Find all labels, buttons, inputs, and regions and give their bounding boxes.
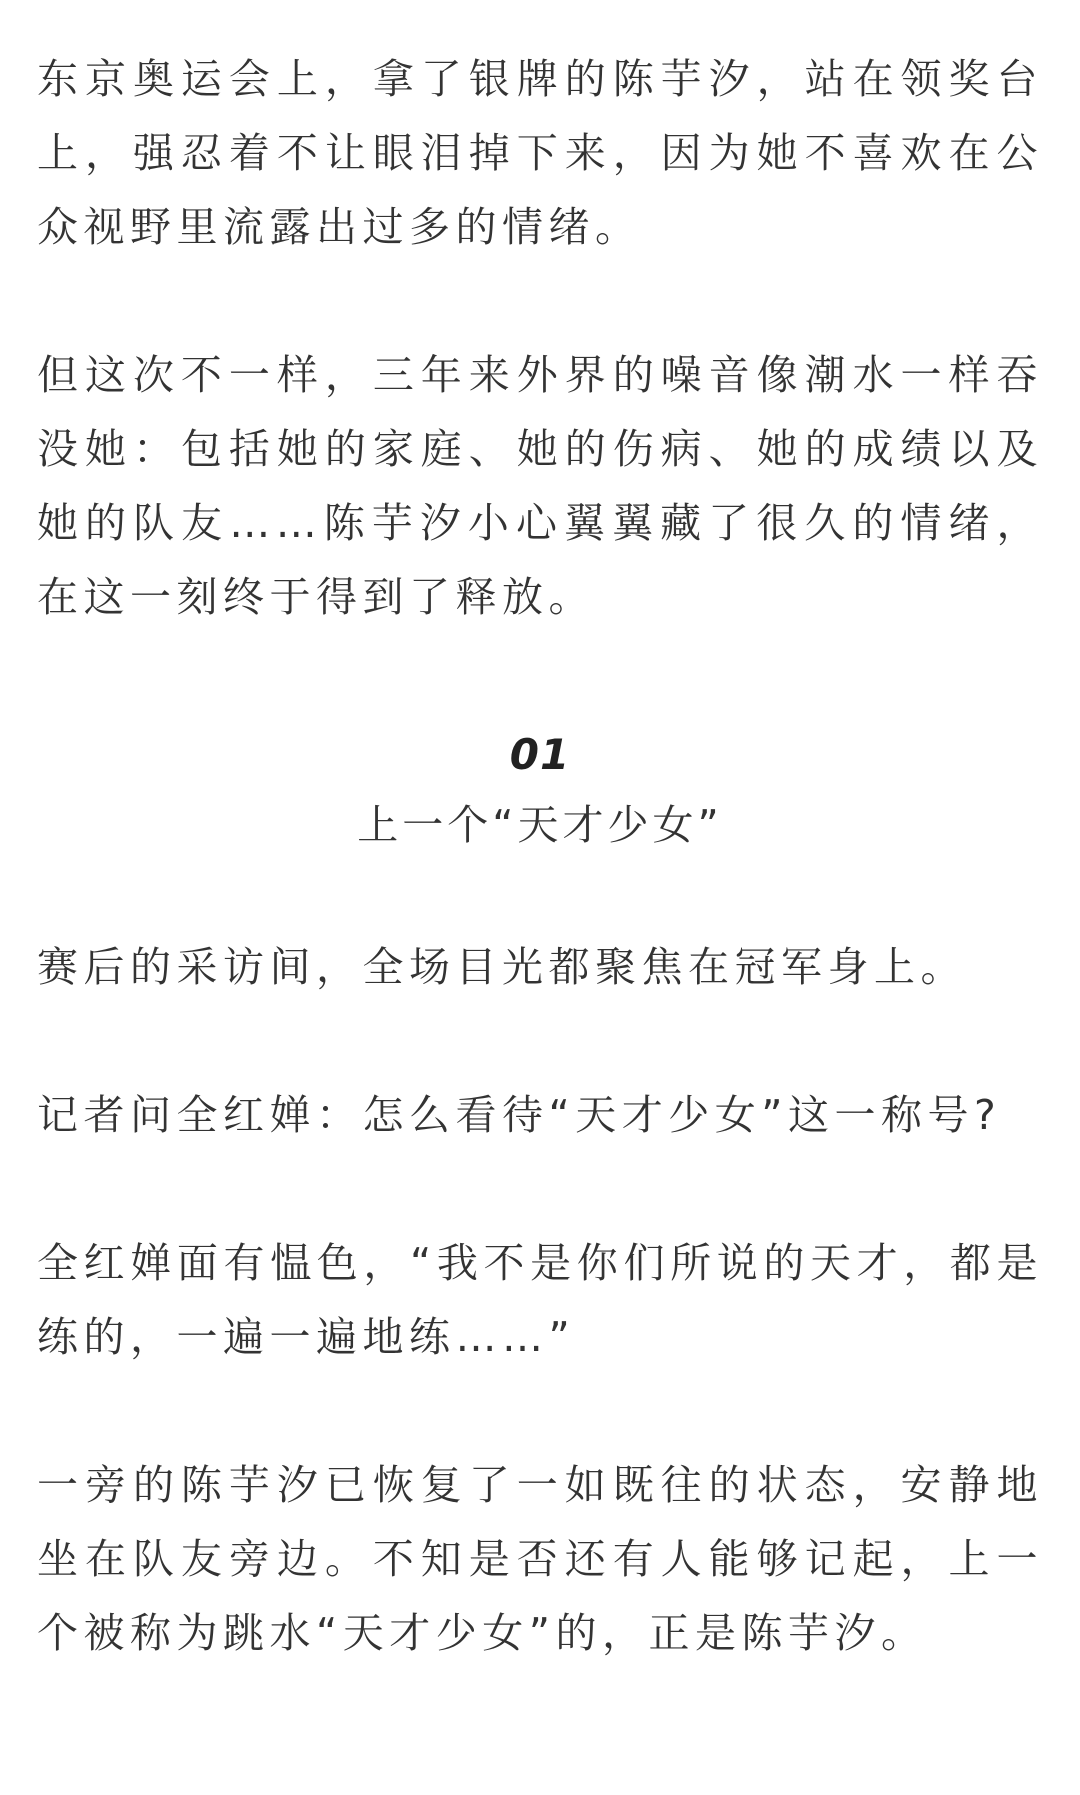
paragraph-gap [37,1374,1043,1448]
section-title: 上一个“天才少女” [357,801,723,849]
paragraph-4: 记者问全红婵：怎么看待“天才少女”这一称号? [37,1091,1002,1139]
article-body [37,42,1043,1670]
paragraph-5: 全红婵面有愠色，“我不是你们所说的天才，都是练的，一遍一遍地练……” [37,1239,1043,1361]
paragraph-gap [37,634,1043,708]
paragraph-gap [37,264,1043,338]
paragraph-gap [37,1152,1043,1226]
section-heading [37,720,1043,860]
paragraph-gap [37,860,1043,930]
paragraph-1: 东京奥运会上，拿了银牌的陈芋汐，站在领奖台上，强忍着不让眼泪掉下来，因为她不喜欢在公众视野里流露出过多的情绪。 [37,55,1043,251]
section-number: 01 [509,730,571,779]
paragraph-gap [37,1004,1043,1078]
paragraph-6: 一旁的陈芋汐已恢复了一如既往的状态，安静地坐在队友旁边。不知是否还有人能够记起，上一个被称为跳水“天才少女”的，正是陈芋汐。 [37,1461,1043,1657]
paragraph-3: 赛后的采访间，全场目光都聚焦在冠军身上。 [37,943,967,991]
paragraph-2: 但这次不一样，三年来外界的噪音像潮水一样吞没她：包括她的家庭、她的伤病、她的成绩以及她的队友……陈芋汐小心翼翼藏了很久的情绪，在这一刻终于得到了释放。 [37,351,1043,621]
